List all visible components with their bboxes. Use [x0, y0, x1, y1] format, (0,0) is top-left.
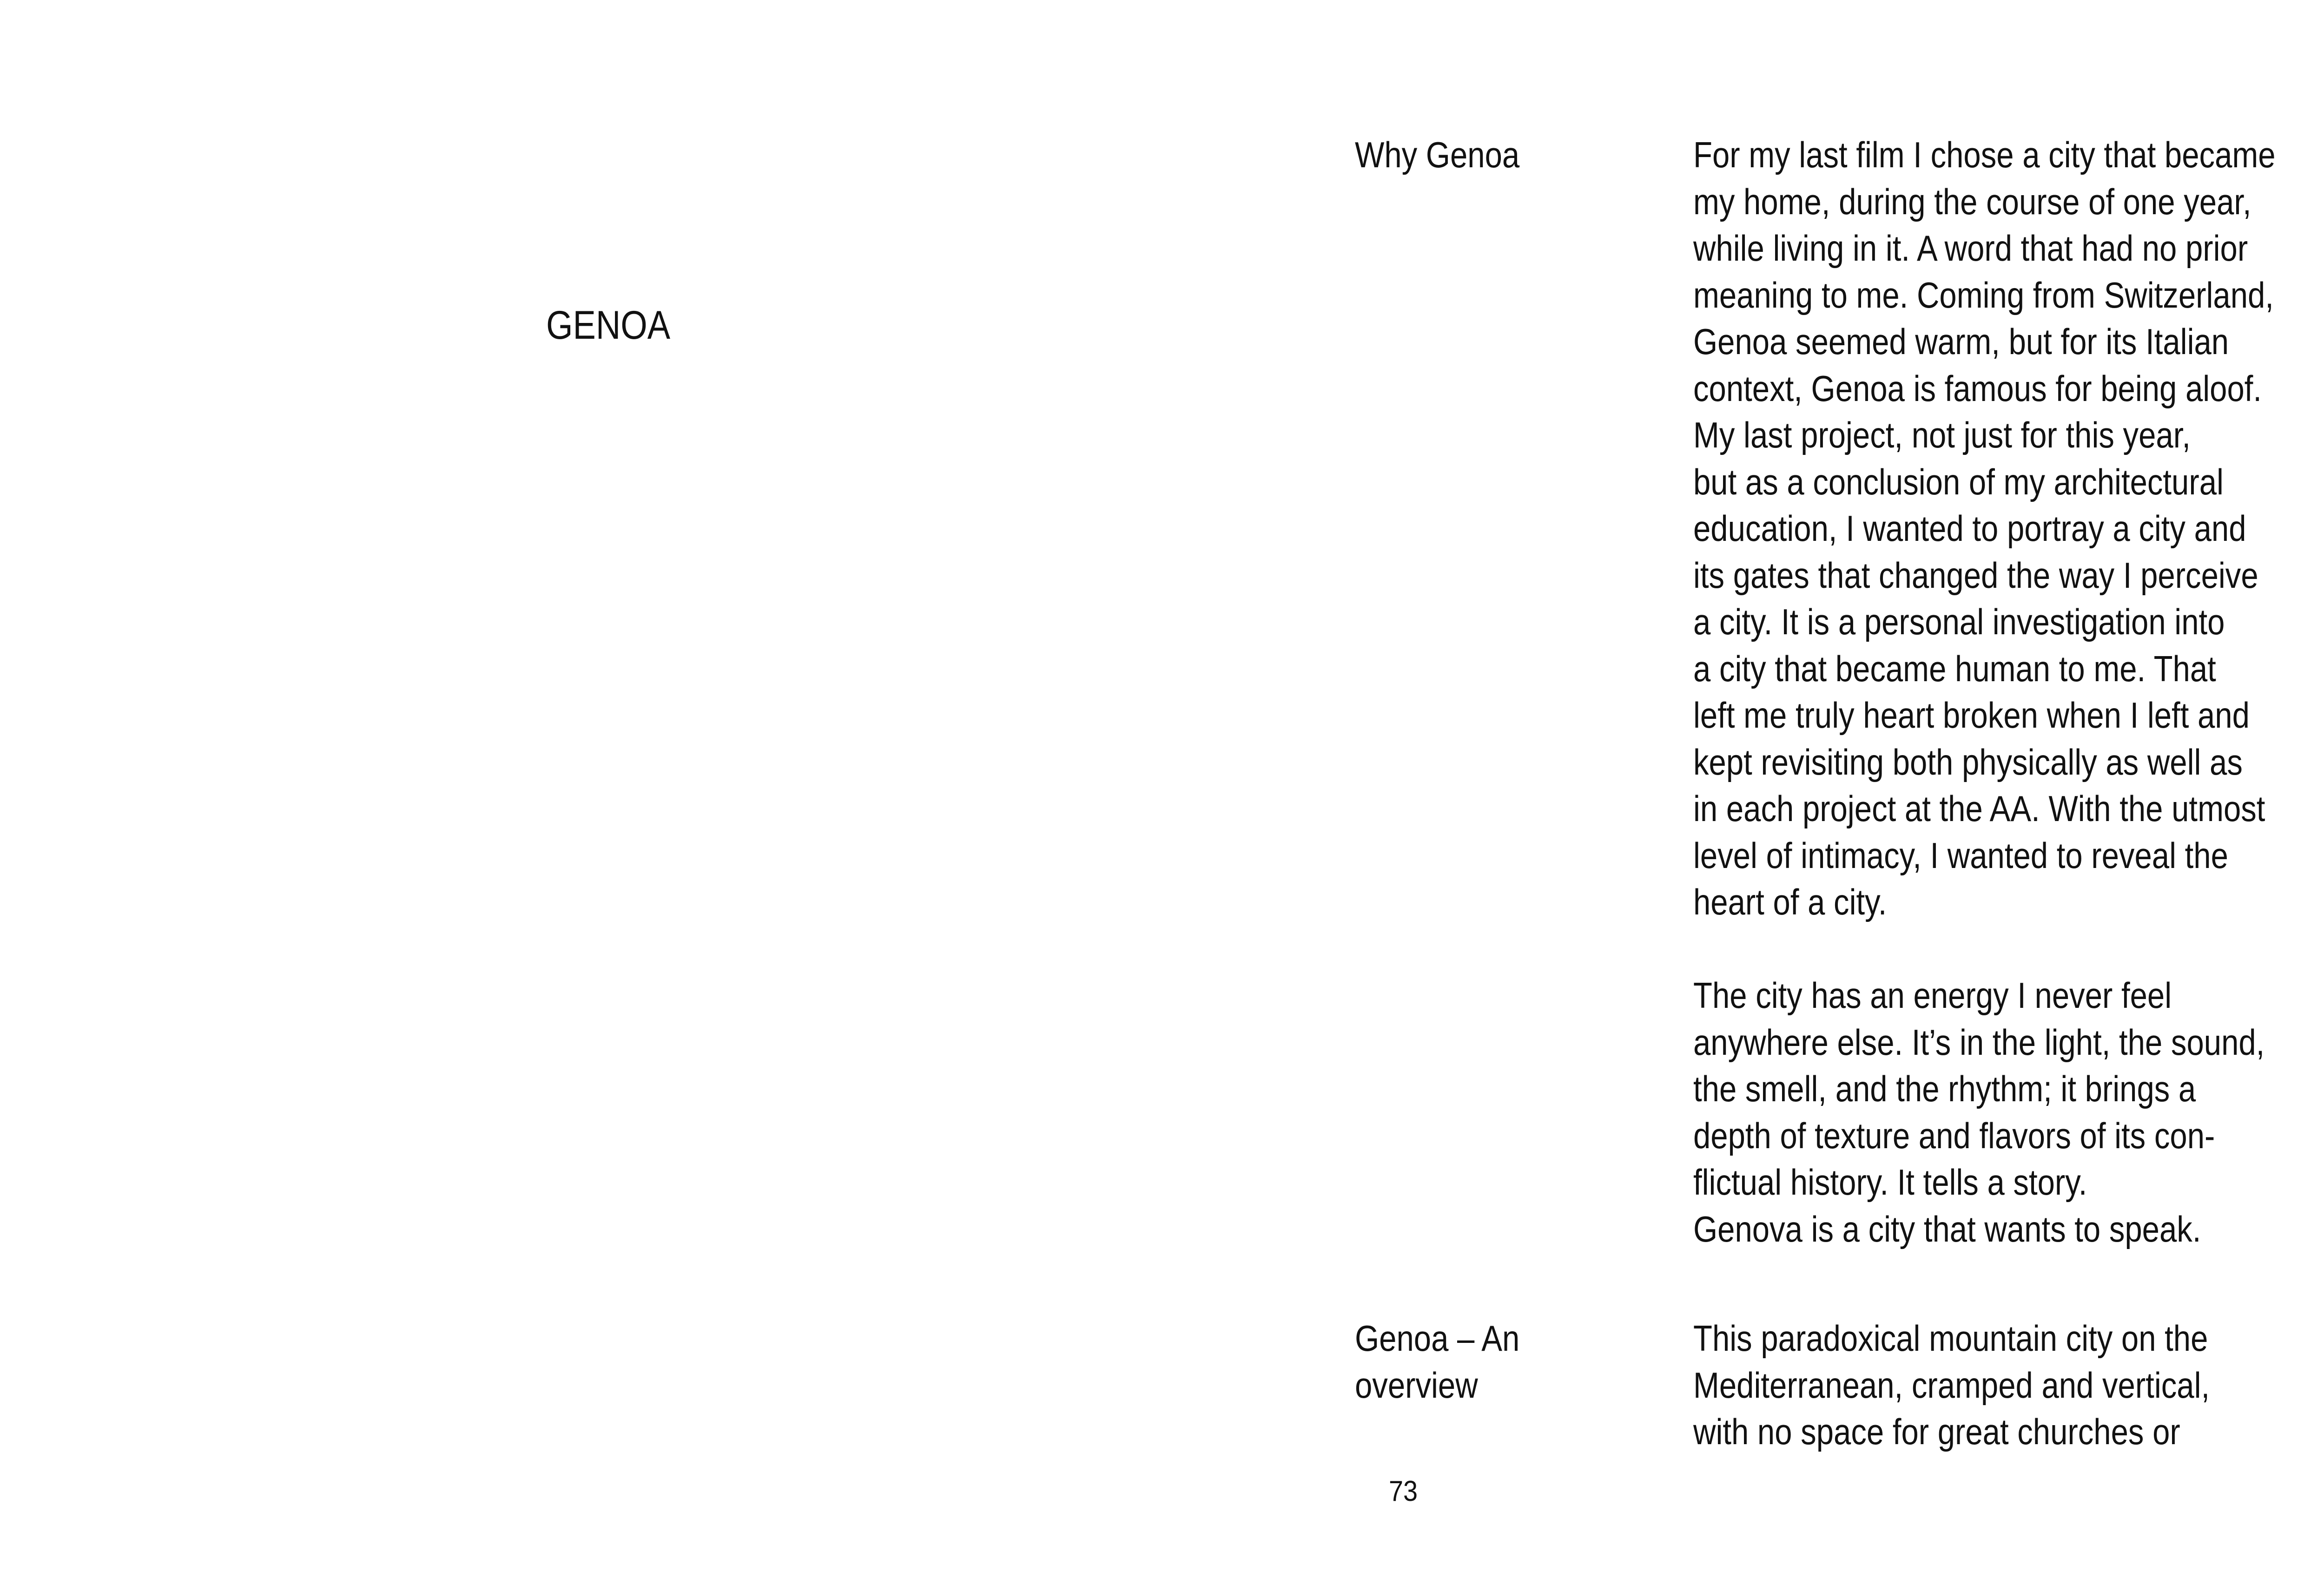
body-line: a city that became human to me. That [1693, 648, 2216, 689]
body-line: My last project, not just for this year, [1693, 414, 2191, 455]
page-number: 73 [1389, 1475, 1418, 1507]
body-line: meaning to me. Coming from Switzerland, [1693, 274, 2274, 316]
body-line: Genova is a city that wants to speak. [1693, 1208, 2201, 1249]
body-line: For my last film I chose a city that became [1693, 134, 2276, 175]
body-line: education, I wanted to portray a city and [1693, 508, 2246, 549]
body-line: the smell, and the rhythm; it brings a [1693, 1068, 2196, 1109]
body-line: left me truly heart broken when I left and [1693, 695, 2250, 736]
body-line: depth of texture and flavors of its con- [1693, 1115, 2215, 1156]
body-line: Mediterranean, cramped and vertical, [1693, 1364, 2210, 1406]
body-line: while living in it. A word that had no prior [1693, 228, 2248, 269]
body-line: kept revisiting both physically as well as [1693, 741, 2243, 782]
body-line: its gates that changed the way I perceive [1693, 554, 2258, 596]
body-line: heart of a city. [1693, 881, 1887, 922]
body-line: a city. It is a personal investigation into [1693, 601, 2225, 642]
section-label [1355, 132, 1603, 178]
body-line: Genoa seemed warm, but for its Italian [1693, 321, 2229, 362]
right-page [1208, 0, 2324, 1578]
body-line: my home, during the course of one year, [1693, 181, 2251, 222]
section-label-line: Genoa – An [1355, 1318, 1520, 1359]
body-line: in each project at the AA. With the utmost [1693, 788, 2265, 829]
body-line: This paradoxical mountain city on the [1693, 1318, 2208, 1359]
section-label-line: Why Genoa [1355, 134, 1520, 175]
body-line: anywhere else. It’s in the light, the sound, [1693, 1021, 2265, 1063]
body-line: The city has an energy I never feel [1693, 975, 2172, 1016]
section-label-line: overview [1355, 1364, 1478, 1406]
body-line: flictual history. It tells a story. [1693, 1162, 2087, 1203]
paragraph-gap [1693, 926, 2301, 973]
body-line: context, Genoa is famous for being aloof. [1693, 368, 2262, 409]
body-line: but as a conclusion of my architectural [1693, 461, 2224, 502]
section-body [1693, 132, 2301, 1252]
body-line: level of intimacy, I wanted to reveal the [1693, 835, 2228, 876]
chapter-title: GENOA [546, 303, 671, 348]
section-label [1355, 1315, 1603, 1408]
body-line: with no space for great churches or [1693, 1411, 2180, 1452]
section-body [1693, 1315, 2301, 1455]
